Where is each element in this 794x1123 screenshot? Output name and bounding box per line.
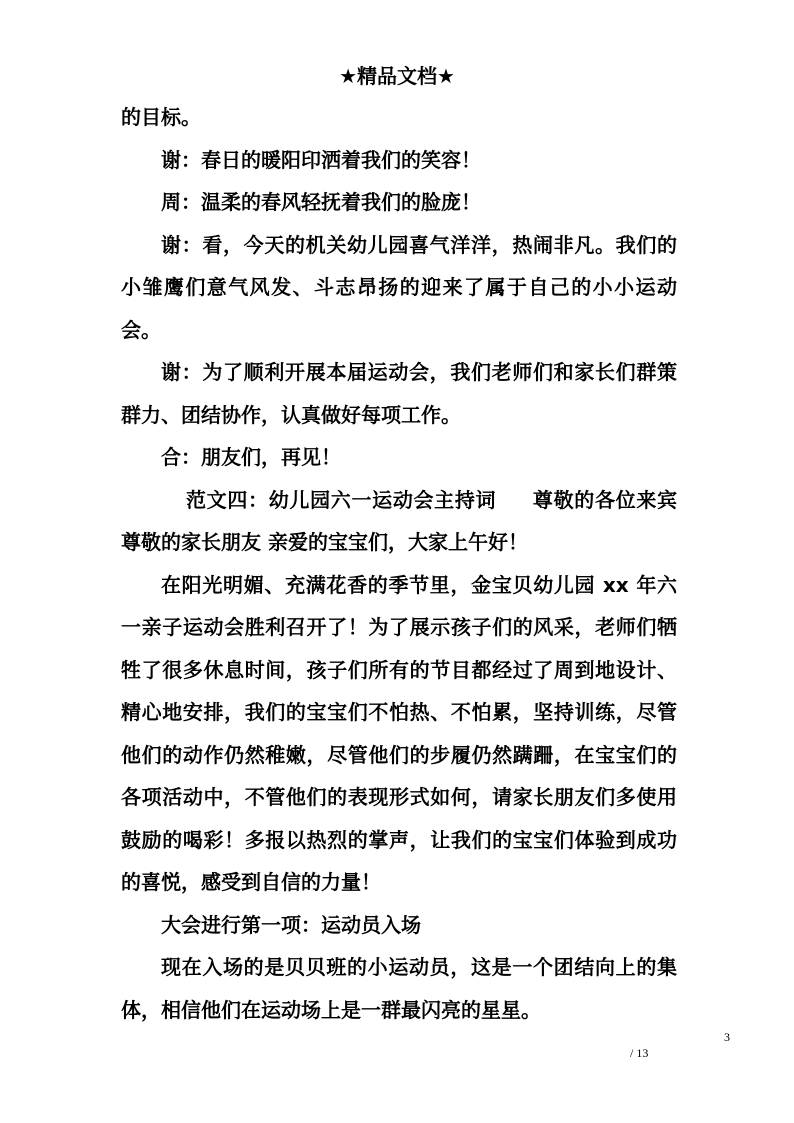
paragraph: 谢：春日的暖阳印洒着我们的笑容！ <box>161 147 481 172</box>
greeting-rest: 尊敬的家长朋友 亲爱的宝宝们，大家上午好！ <box>121 530 528 554</box>
paragraph: 谢：为了顺利开展本届运动会，我们老师们和家长们群策群力、团结协作，认真做好每项工作。 <box>121 360 677 427</box>
page-number: 3 <box>724 1030 730 1044</box>
paragraph: 现在入场的是贝贝班的小运动员，这是一个团结向上的集体，相信他们在运动场上是一群最闪亮的星星。 <box>121 955 677 1022</box>
paragraph: 在阳光明媚、充满花香的季节里，金宝贝幼儿园 xx 年六一亲子运动会胜利召开了！为了展示孩子们的风采，老师们牺牲了很多休息时间，孩子们所有的节目都经过了周到地设计、精心地安排，我们的宝宝们不怕热、不怕累，坚持训练，尽管他们的动作仍然稚嫩，尽管他们的步履仍然蹒跚，在宝宝们的各项活动中，不管他们的表现形式如何，请家长朋友们多使用鼓励的喝彩！多报以热烈的掌声，让我们的宝宝们体验到成功的喜悦，感受到自信的力量！ <box>121 572 677 894</box>
document-body <box>121 96 677 1031</box>
paragraph: 周：温柔的春风轻抚着我们的脸庞！ <box>161 190 481 214</box>
greeting-start: 尊敬的各位来宾 <box>532 487 678 512</box>
paragraph: 谢：看，今天的机关幼儿园喜气洋洋，热闹非凡。我们的小雏鹰们意气风发、斗志昂扬的迎来了属于自己的小小运动会。 <box>121 232 677 342</box>
paragraph: 大会进行第一项：运动员入场 <box>161 912 421 937</box>
section-four-heading-paragraph <box>121 479 677 564</box>
paragraph: 的目标。 <box>121 105 201 129</box>
document-header: ★精品文档★ <box>339 64 455 88</box>
page-total: / 13 <box>630 1046 649 1060</box>
section-heading: 范文四：幼儿园六一运动会主持词 <box>186 487 497 512</box>
paragraph: 合：朋友们，再见！ <box>161 445 341 469</box>
